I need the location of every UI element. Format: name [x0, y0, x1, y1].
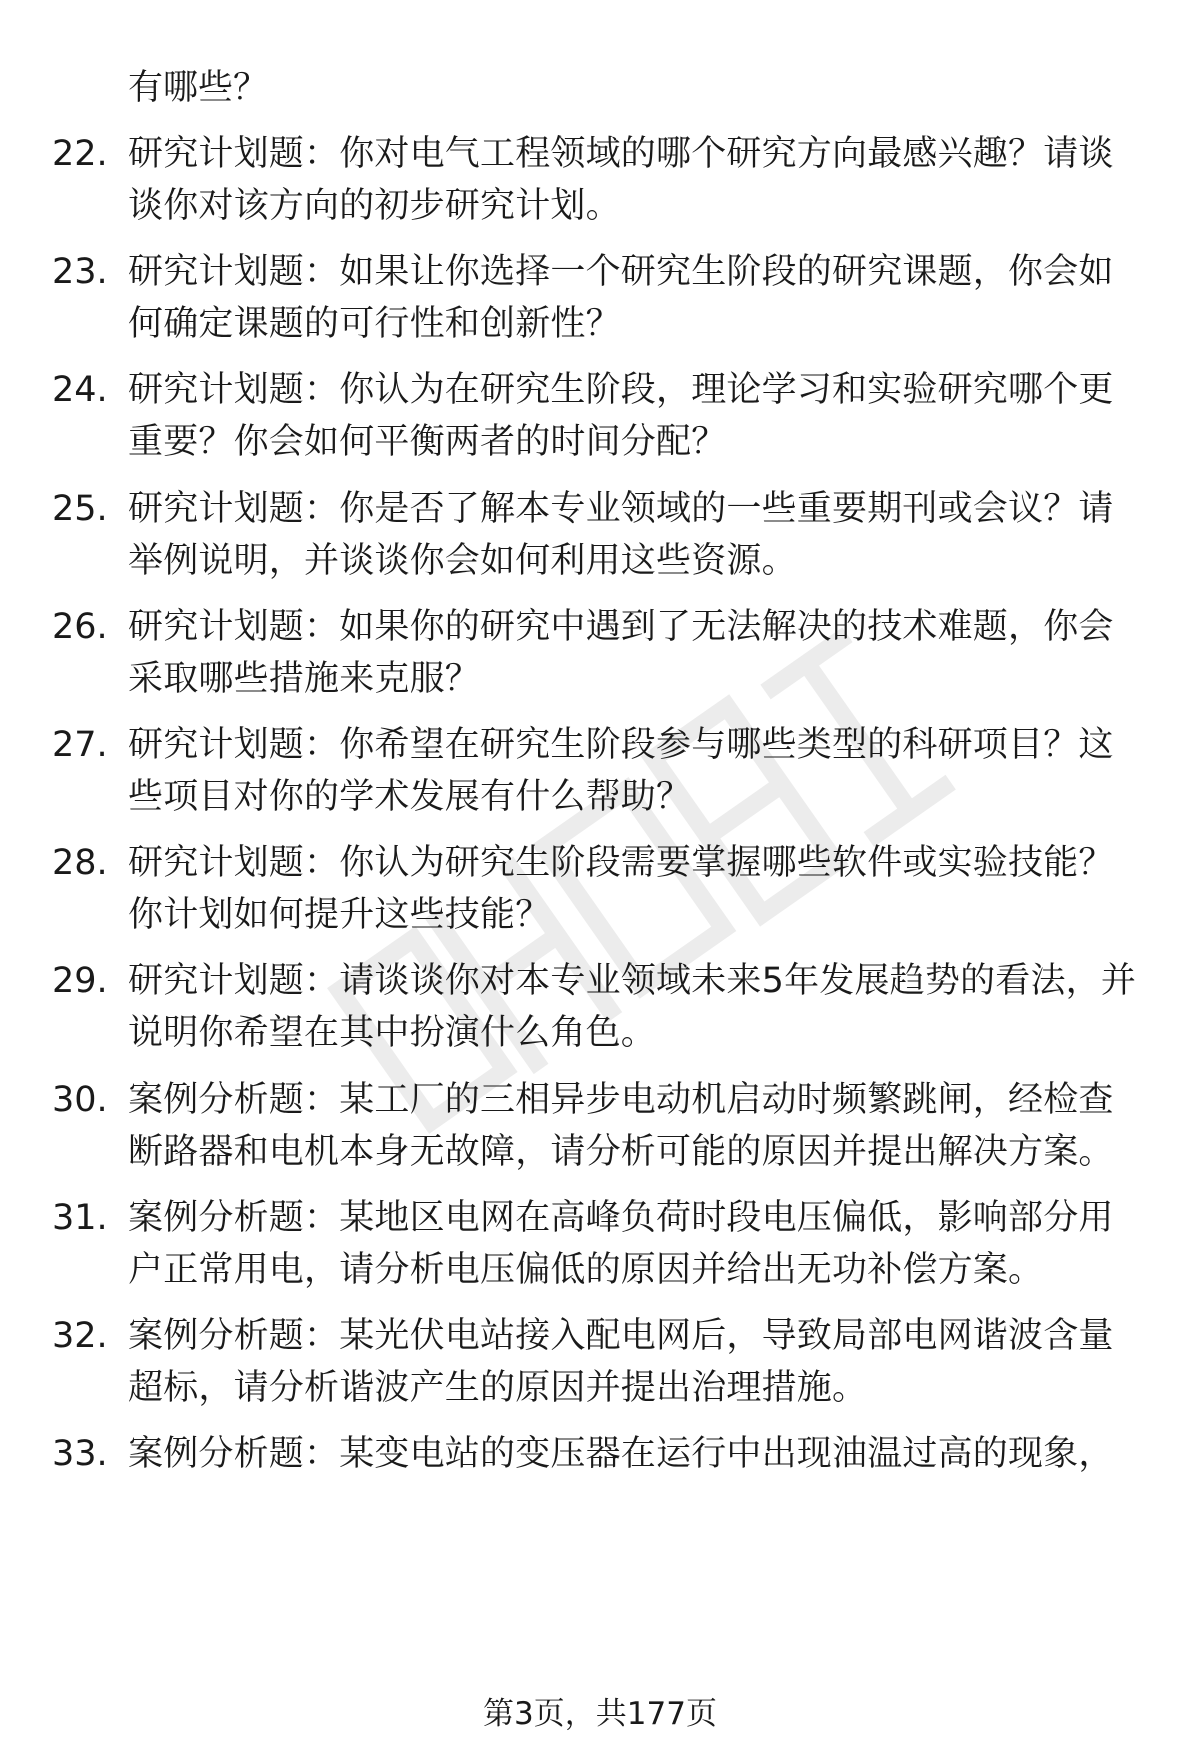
question-item — [0, 837, 1200, 947]
question-text: 研究计划题：如果让你选择一个研究生阶段的研究课题，你会如何确定课题的可行性和创新性？ — [128, 252, 1114, 345]
question-item — [0, 719, 1200, 829]
question-item — [0, 246, 1200, 356]
question-text: 研究计划题：你认为在研究生阶段，理论学习和实验研究哪个更重要？你会如何平衡两者的时间分配？ — [128, 370, 1114, 463]
page-footer: 第3页，共177页 — [483, 1696, 717, 1732]
question-number: 32. — [52, 1316, 108, 1356]
question-text: 案例分析题：某地区电网在高峰负荷时段电压偏低，影响部分用户正常用电，请分析电压偏低的原因并给出无功补偿方案。 — [128, 1197, 1114, 1290]
continued-question-text: 有哪些？ — [128, 68, 269, 108]
question-number: 22. — [52, 134, 108, 174]
question-number: 24. — [52, 370, 108, 411]
question-item — [0, 955, 1200, 1065]
question-item — [0, 1310, 1200, 1420]
question-text: 研究计划题：你认为研究生阶段需要掌握哪些软件或实验技能？你计划如何提升这些技能？ — [128, 843, 1114, 936]
question-item — [0, 1192, 1200, 1302]
question-text: 研究计划题：你希望在研究生阶段参与哪些类型的科研项目？这些项目对你的学术发展有什么帮助？ — [128, 725, 1114, 817]
question-number: 33. — [52, 1434, 108, 1475]
question-number: 26. — [52, 606, 108, 647]
question-text: 案例分析题：某光伏电站接入配电网后，导致局部电网谐波含量超标，请分析谐波产生的原因并提出治理措施。 — [128, 1316, 1114, 1408]
question-item — [0, 483, 1200, 593]
question-text: 案例分析题：某变电站的变压器在运行中出现油温过高的现象， — [128, 1434, 1114, 1475]
question-item — [0, 1428, 1200, 1538]
question-item — [0, 364, 1200, 474]
question-text: 研究计划题：你对电气工程领域的哪个研究方向最感兴趣？请谈谈你对该方向的初步研究计划。 — [128, 134, 1114, 226]
question-text: 研究计划题：你是否了解本专业领域的一些重要期刊或会议？请举例说明，并谈谈你会如何利用这些资源。 — [128, 488, 1114, 581]
question-item — [0, 128, 1200, 238]
question-number: 28. — [52, 843, 108, 884]
question-item — [0, 1074, 1200, 1184]
question-text: 研究计划题：如果你的研究中遇到了无法解决的技术难题，你会采取哪些措施来克服？ — [128, 606, 1114, 699]
question-text: 研究计划题：请谈谈你对本专业领域未来5年发展趋势的看法，并说明你希望在其中扮演什么角色。 — [128, 961, 1137, 1054]
question-item — [0, 601, 1200, 711]
question-number: 23. — [52, 252, 108, 293]
question-text: 案例分析题：某工厂的三相异步电动机启动时频繁跳闸，经检查断路器和电机本身无故障，请分析可能的原因并提出解决方案。 — [128, 1079, 1114, 1172]
question-number: 27. — [52, 725, 108, 765]
question-number: 25. — [52, 488, 108, 529]
question-number: 29. — [52, 961, 108, 1002]
question-number: 30. — [52, 1079, 108, 1120]
question-number: 31. — [52, 1197, 108, 1238]
